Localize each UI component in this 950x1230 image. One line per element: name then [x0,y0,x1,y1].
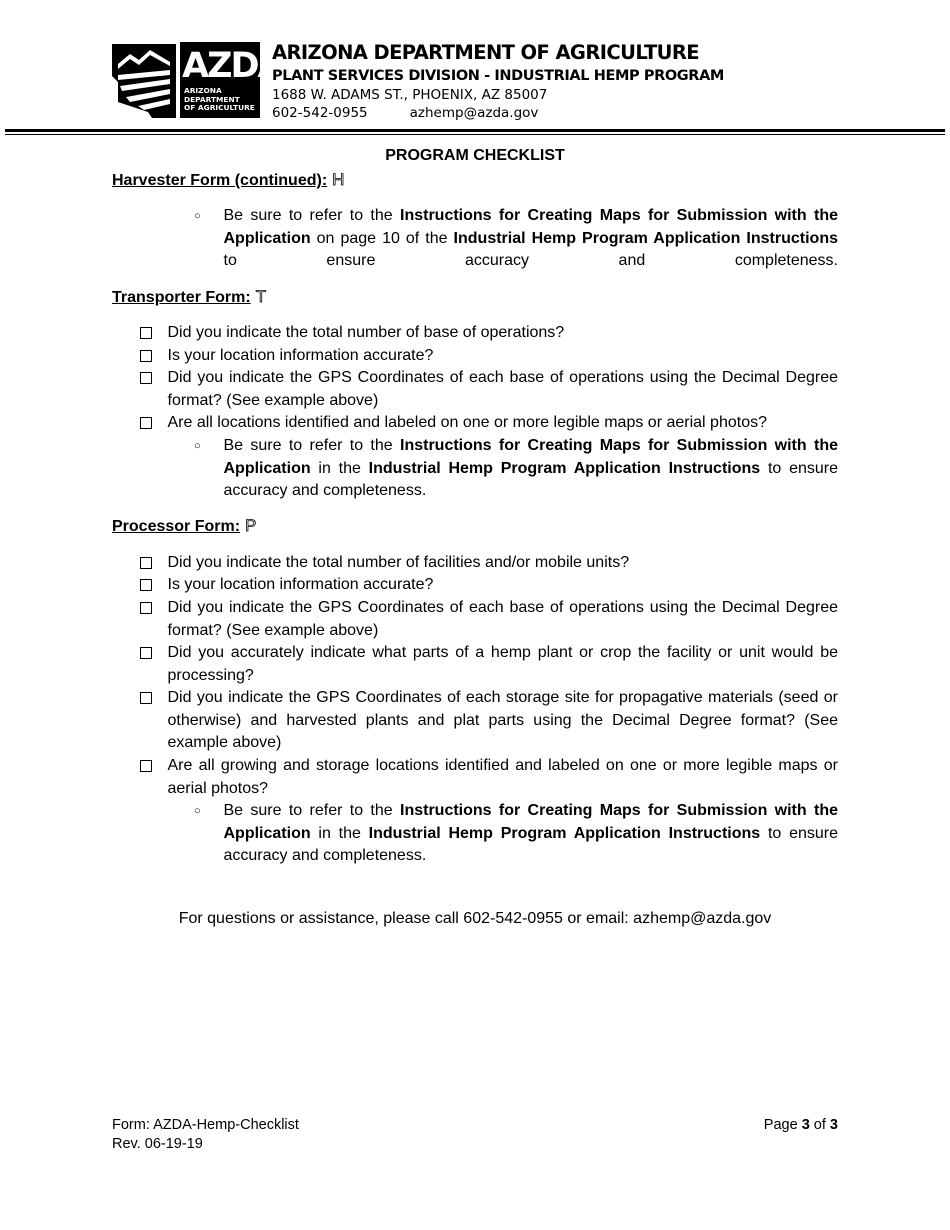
checklist-item[interactable]: Did you indicate the GPS Coordinates of each base of operations using the Decimal Degree format? (See example above) [140,597,838,642]
checkbox[interactable] [140,692,152,704]
page-title: PROGRAM CHECKLIST [385,147,565,164]
contact-line [272,104,724,122]
transporter-form-icon: T [255,287,267,306]
revision-date: Rev. 06-19-19 [112,1136,203,1152]
form-number: Form: AZDA-Hemp-Checklist [112,1117,299,1133]
checkbox[interactable] [140,647,152,659]
harvester-map-note: ○ Be sure to refer to the Instructions for Creating Maps for Submission with the Application on page 10 of the Industrial Hemp Program Application Instructions to ensure accuracy and completeness. [194,207,838,270]
letterhead [112,40,872,120]
transporter-heading: Transporter Form: T [112,287,267,306]
checkbox[interactable] [140,350,152,362]
transporter-map-note: ○ Be sure to refer to the Instructions for Creating Maps for Submission with the Application in the Industrial Hemp Program Application Instructions to ensure accuracy and completeness. [194,437,839,500]
checklist-item[interactable]: Is your location information accurate? [140,345,838,368]
phone: 602-542-0955 [272,105,368,121]
checklist-item[interactable]: Did you indicate the GPS Coordinates of each base of operations using the Decimal Degree format? (See example above) [140,367,838,412]
header-divider-thin [5,134,945,135]
checkbox[interactable] [140,327,152,339]
harvester-heading: Harvester Form (continued): H [112,170,345,189]
checkbox[interactable] [140,417,152,429]
header-divider-thick [5,129,945,132]
checklist-item[interactable]: Did you indicate the GPS Coordinates of each storage site for propagative materials (seed or otherwise) and harvested plants and plat parts using the Decimal Degree format? (See example above) [140,687,838,755]
checkbox[interactable] [140,760,152,772]
checklist-item[interactable]: Did you indicate the total number of facilities and/or mobile units? [140,552,838,575]
checkbox[interactable] [140,557,152,569]
form-id [112,1116,299,1154]
logo-subtitle: ARIZONA DEPARTMENT OF AGRICULTURE [184,86,255,113]
harvester-form-icon: H [332,170,345,189]
checklist-item[interactable]: Did you accurately indicate what parts of a hemp plant or crop the facility or unit would be processing? [140,642,838,687]
processor-heading: Processor Form: P [112,516,257,535]
logo-wordmark: AZDA [182,46,283,86]
checkbox[interactable] [140,579,152,591]
checkbox[interactable] [140,372,152,384]
checklist-item[interactable]: Did you indicate the total number of base of operations? [140,322,838,345]
checklist-item[interactable]: Is your location information accurate? [140,574,838,597]
checklist-item[interactable]: Are all locations identified and labeled on one or more legible maps or aerial photos? [140,412,838,435]
azda-logo [112,42,283,118]
page-number: Page 3 of 3 [763,1117,838,1133]
checkbox[interactable] [140,602,152,614]
hollow-bullet-icon: ○ [194,805,201,817]
processor-map-note: ○ Be sure to refer to the Instructions for Creating Maps for Submission with the Application in the Industrial Hemp Program Application Instructions to ensure accuracy and completeness. [194,802,839,865]
org-info [272,40,724,122]
assistance-note: For questions or assistance, please call 602-542-0955 or email: azhemp@azda.gov [178,910,772,927]
email-link[interactable]: azhemp@azda.gov [409,105,539,121]
org-name: ARIZONA DEPARTMENT OF AGRICULTURE [272,41,700,64]
division-name: PLANT SERVICES DIVISION - INDUSTRIAL HEMP PROGRAM [272,68,724,84]
checklist-item[interactable]: Are all growing and storage locations identified and labeled on one or more legible maps or aerial photos? [140,755,838,800]
processor-form-icon: P [245,516,257,535]
hollow-bullet-icon: ○ [194,210,201,222]
address: 1688 W. ADAMS ST., PHOENIX, AZ 85007 [272,87,548,103]
hollow-bullet-icon: ○ [194,440,201,452]
